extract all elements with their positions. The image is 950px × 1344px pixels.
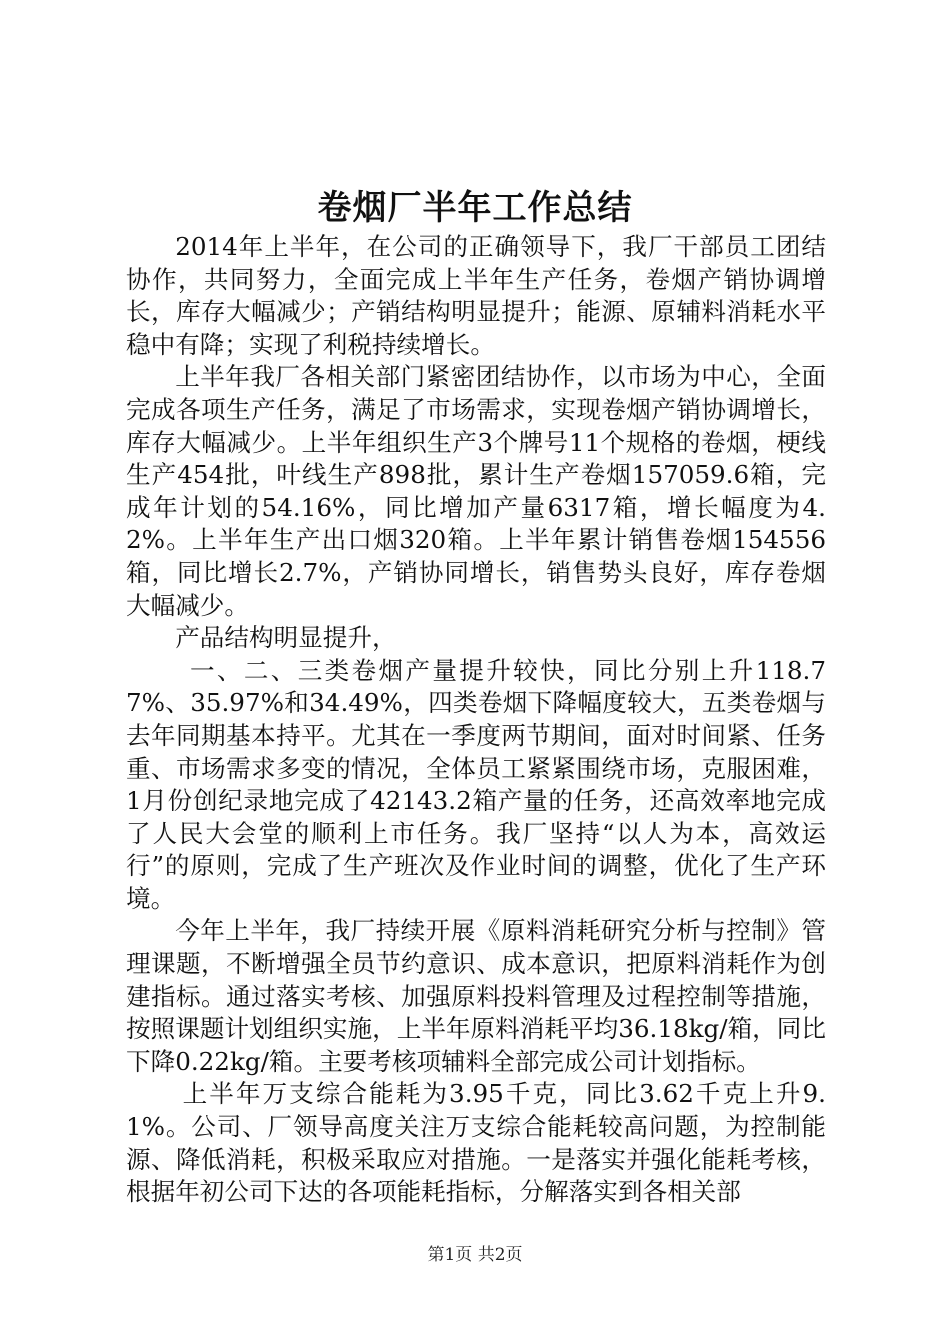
paragraph-product-structure: 一、二、三类卷烟产量提升较快，同比分别上升118.77%、35.97%和34.49%，四类卷烟下降幅度较大，五类卷烟与去年同期基本持平。尤其在一季度两节期间，面对时间紧、任务重、市场需求多变的情况，全体员工紧紧围绕市场，克服困难，1月份创纪录地完成了42143.2箱产量的任务，还高效率地完成了人民大会堂的顺利上市任务。我厂坚持“以人为本，高效运行”的原则，完成了生产班次及作业时间的调整，优化了生产环境。 bbox=[126, 655, 826, 913]
paragraph-intro: 2014年上半年，在公司的正确领导下，我厂干部员工团结协作，共同努力，全面完成上半年生产任务，卷烟产销协调增长，库存大幅减少；产销结构明显提升；能源、原辅料消耗水平稳中有降；实现了利税持续增长。 bbox=[126, 232, 826, 359]
page-number-footer: 第1页 共2页 bbox=[427, 1245, 523, 1265]
document-body bbox=[126, 231, 826, 1209]
paragraph-material-consumption: 今年上半年，我厂持续开展《原料消耗研究分析与控制》管理课题，不断增强全员节约意识、成本意识，把原料消耗作为创建指标。通过落实考核、加强原料投料管理及过程控制等措施，按照课题计划组织实施，上半年原料消耗平均36.18kg/箱，同比下降0.22kg/箱。主要考核项辅料全部完成公司计划指标。 bbox=[126, 916, 826, 1076]
paragraph-production: 上半年我厂各相关部门紧密团结协作，以市场为中心，全面完成各项生产任务，满足了市场需求，实现卷烟产销协调增长，库存大幅减少。上半年组织生产3个牌号11个规格的卷烟，梗线生产454批，叶线生产898批，累计生产卷烟157059.6箱，完成年计划的54.16%，同比增加产量6317箱，增长幅度为4.2%。上半年生产出口烟320箱。上半年累计销售卷烟154556箱，同比增长2.7%，产销协同增长，销售势头良好，库存卷烟大幅减少。 bbox=[126, 362, 826, 620]
document-title: 卷烟厂半年工作总结 bbox=[317, 188, 633, 228]
paragraph-structure-heading: 产品结构明显提升， bbox=[175, 623, 397, 653]
paragraph-energy-consumption: 上半年万支综合能耗为3.95千克，同比3.62千克上升9.1%。公司、厂领导高度关注万支综合能耗较高问题，为控制能源、降低消耗，积极采取应对措施。一是落实并强化能耗考核，根据年初公司下达的各项能耗指标，分解落实到各相关部 bbox=[126, 1079, 826, 1207]
